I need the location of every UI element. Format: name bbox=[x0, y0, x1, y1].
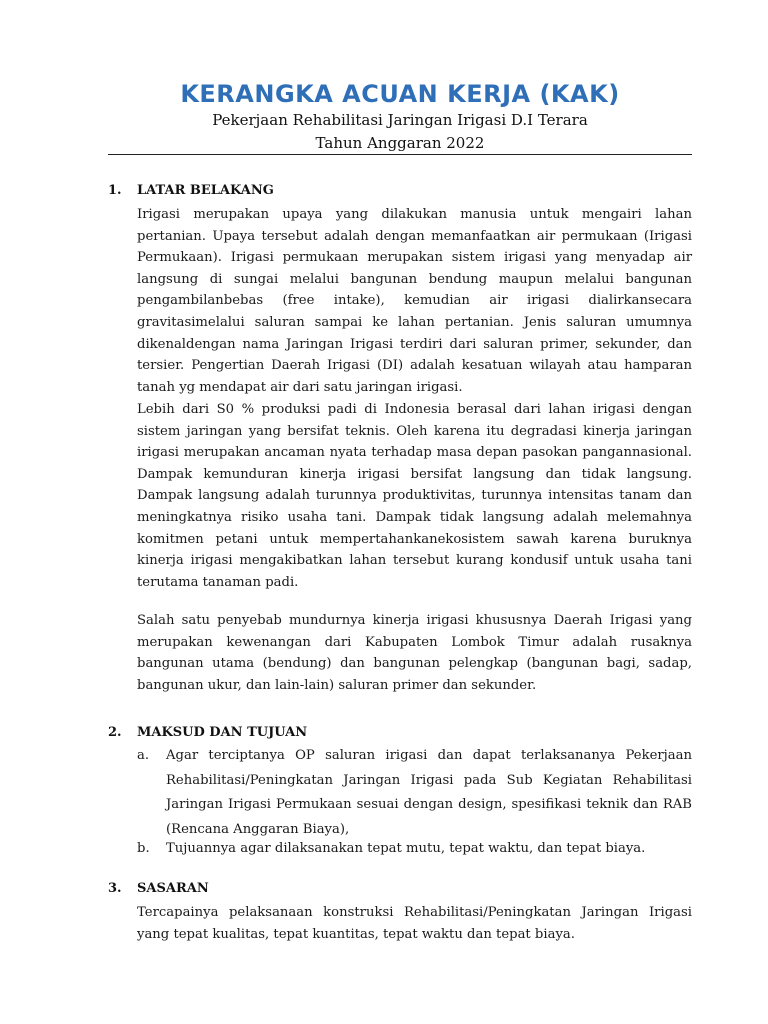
paragraph: Salah satu penyebab mundurnya kinerja irigasi khususnya Daerah Irigasi yang merupakan kewenangan dari Kabupaten Lombok Timur adalah rusaknya bangunan utama (bendung) dan bangunan pelengkap (bangunan bagi, sadap, bangunan ukur, dan lain-lain) saluran primer dan sekunder. bbox=[137, 613, 692, 693]
list-item bbox=[137, 837, 692, 862]
list-marker: b. bbox=[137, 841, 150, 856]
section-number: 2. bbox=[108, 725, 122, 740]
section-heading-latar-belakang bbox=[108, 183, 274, 198]
section-number: 1. bbox=[108, 183, 122, 198]
section-heading-maksud-dan-tujuan bbox=[108, 725, 307, 740]
paragraph: Lebih dari S0 % produksi padi di Indonesia berasal dari lahan irigasi dengan sistem jaringan yang bersifat teknis. Oleh karena itu degradasi kinerja jaringan irigasi merupakan ancaman nyata terhadap masa depan pasokan pangannasional. Dampak kemunduran kinerja irigasi bersifat langsung dan tidak langsung. Dampak langsung adalah turunnya produktivitas, turunnya intensitas tanam dan meningkatnya risiko usaha tani. Dampak tidak langsung adalah melemahnya komitmen petani untuk mempertahankanekosistem sawah karena buruknya kinerja irigasi mengakibatkan lahan tersebut kurang kondusif untuk usaha tani terutama tanaman padi. bbox=[137, 402, 692, 590]
paragraph: Tercapainya pelaksanaan konstruksi Rehabilitasi/Peningkatan Jaringan Irigasi yang tepat kualitas, tepat kuantitas, tepat waktu dan tepat biaya. bbox=[137, 905, 692, 942]
section-title: LATAR BELAKANG bbox=[137, 183, 274, 198]
section-title: MAKSUD DAN TUJUAN bbox=[137, 725, 308, 740]
list-marker: a. bbox=[137, 748, 150, 763]
section-title: SASARAN bbox=[137, 881, 209, 896]
title-divider bbox=[108, 154, 692, 155]
list-item-text: Agar terciptanya OP saluran irigasi dan dapat terlaksananya Pekerjaan Rehabilitasi/Peningkatan Jaringan Irigasi pada Sub Kegiatan Rehabilitasi Jaringan Irigasi Permukaan sesuai dengan design, spesifikasi teknik dan RAB (Rencana Anggaran Biaya), bbox=[166, 748, 692, 837]
document-subtitle-year: Tahun Anggaran 2022 bbox=[315, 134, 485, 152]
list-item bbox=[137, 744, 692, 842]
list-item-text: Tujuannya agar dilaksanakan tepat mutu, tepat waktu, dan tepat biaya. bbox=[166, 841, 646, 856]
section-heading-sasaran bbox=[108, 881, 209, 896]
section-number: 3. bbox=[108, 881, 122, 896]
paragraph: Irigasi merupakan upaya yang dilakukan manusia untuk mengairi lahan pertanian. Upaya tersebut adalah dengan memanfaatkan air permukaan (Irigasi Permukaan). Irigasi permukaan merupakan sistem irigasi yang menyadap air langsung di sungai melalui bangunan bendung maupun melalui bangunan pengambilanbebas (free intake), kemudian air irigasi dialirkansecara gravitasimelalui saluran sampai ke lahan pertanian. Jenis saluran umumnya dikenaldengan nama Jaringan Irigasi terdiri dari saluran primer, sekunder, dan tersier. Pengertian Daerah Irigasi (DI) adalah kesatuan wilayah atau hamparan tanah yg mendapat air dari satu jaringan irigasi. bbox=[137, 207, 692, 395]
document-title: KERANGKA ACUAN KERJA (KAK) bbox=[180, 80, 620, 108]
document-subtitle-project: Pekerjaan Rehabilitasi Jaringan Irigasi D.I Terara bbox=[212, 111, 588, 129]
